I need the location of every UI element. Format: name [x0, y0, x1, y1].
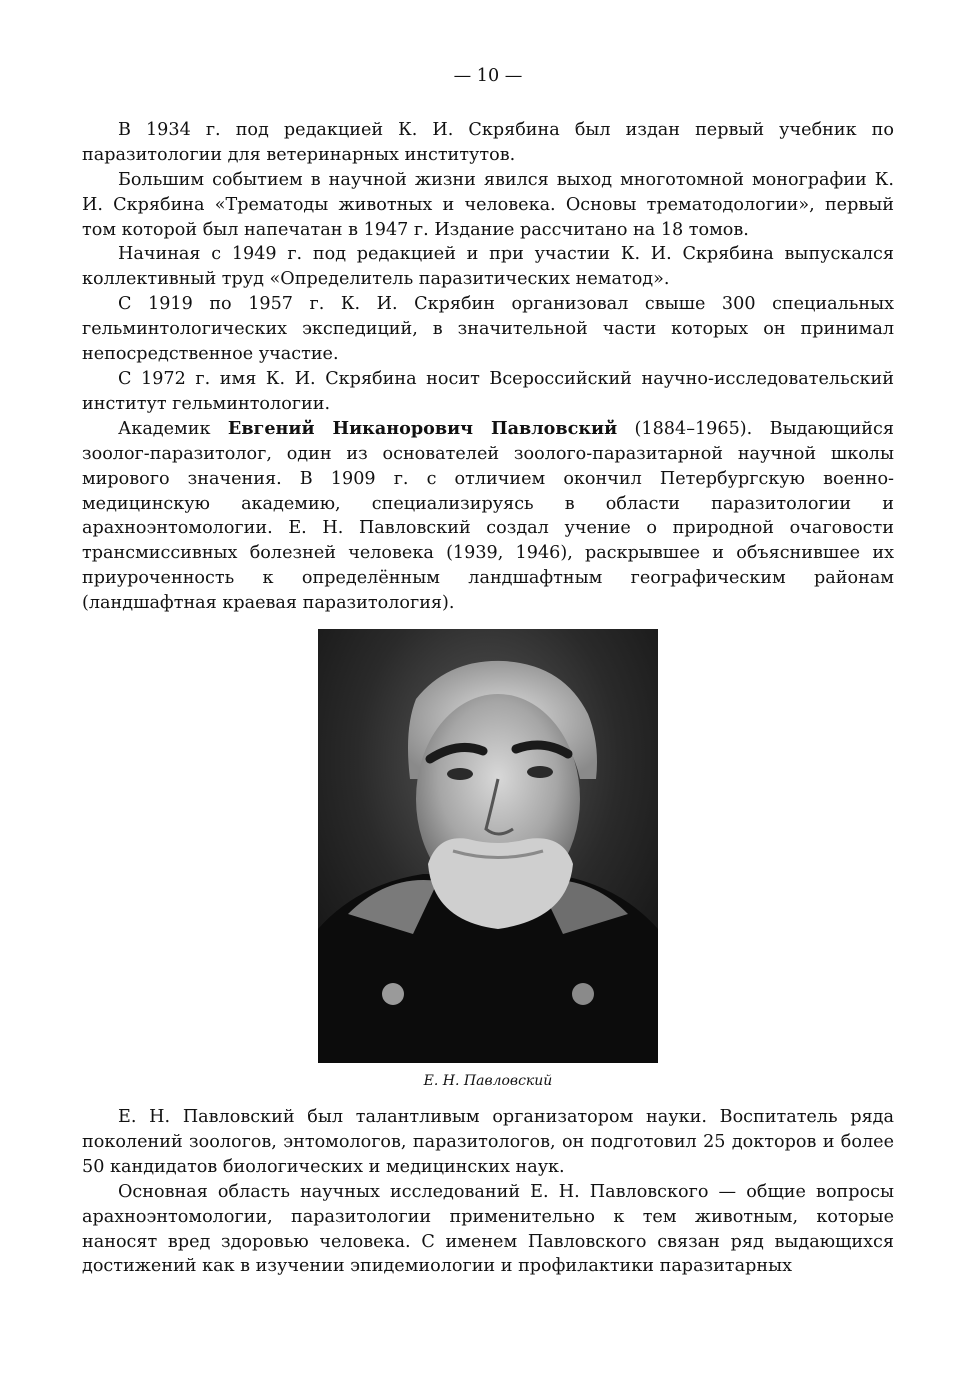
paragraph-pavlovsky-bio	[82, 417, 894, 616]
paragraph-trematodes-monograph: Большим событием в научной жизни явился выход многотомной монографии К. И. Скрябина «Трематоды животных и человека. Основы трематодологии», первый том которой был напечатан в 1947 г. Издание рассчитано на 18 томов.	[82, 169, 894, 240]
bio-name: Евгений Никанорович Павловский	[227, 417, 618, 439]
page-body	[82, 64, 894, 1279]
paragraph-institute: С 1972 г. имя К. И. Скрябина носит Всероссийский научно-исследовательский институт гельминтологии.	[82, 368, 894, 414]
paragraph-research-area: Основная область научных исследований Е. Н. Павловского — общие вопросы арахноэнтомологии, паразитологии применительно к тем животным, которые наносят вред здоровью человека. С именем Павловского связан ряд выдающихся достижений как в изучении эпидемиологии и профилактики паразитарных	[82, 1181, 894, 1277]
paragraph-nematode-guide: Начиная с 1949 г. под редакцией и при участии К. И. Скрябина выпускался коллективный труд «Определитель паразитических нематод».	[82, 244, 894, 290]
page-number: — 10 —	[453, 66, 523, 86]
paragraph-organizer: Е. Н. Павловский был талантливым организатором науки. Воспитатель ряда поколений зоологов, энтомологов, паразитологов, он подготовил 25 докторов и более 50 кандидатов биологических и медицинских наук.	[82, 1107, 894, 1177]
portrait-photo	[318, 629, 658, 1063]
portrait-figure	[318, 629, 658, 1090]
figure-caption: Е. Н. Павловский	[423, 1073, 553, 1090]
paragraph-first-textbook: В 1934 г. под редакцией К. И. Скрябина был издан первый учебник по паразитологии для ветеринарных институтов.	[82, 119, 894, 165]
paragraph-expeditions: С 1919 по 1957 г. К. И. Скрябин организовал свыше 300 специальных гельминтологических экспедиций, в значительной части которых он принимал непосредственное участие.	[82, 294, 894, 365]
bio-text: (1884–1965). Выдающийся зоолог-паразитолог, один из основателей зоолого-паразитарной научной школы мирового значения. В 1909 г. с отличием окончил Петербургскую военно-медицинскую академию, специализируясь в области паразитологии и арахноэнтомологии. Е. Н. Павловский создал учение о природной очаговости трансмиссивных болезней человека (1939, 1946), раскрывшее и объяснившее их приуроченность к определённым ландшафтным географическим районам (ландшафтная краевая паразитология).	[82, 418, 894, 614]
bio-prefix: Академик	[118, 418, 228, 439]
